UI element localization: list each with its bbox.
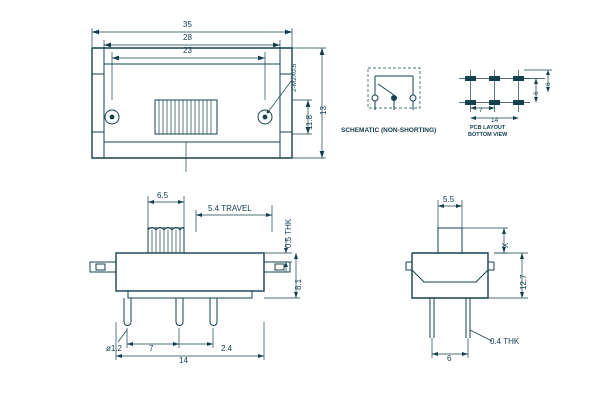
side-dim-6-5: 6.5 — [157, 191, 169, 200]
front-dim-x: X — [501, 242, 510, 248]
schematic-caption: SCHEMATIC (NON-SHORTING) — [341, 127, 437, 134]
side-dim-7: 7 — [149, 344, 154, 353]
dim-label-thread-m2: 2-M2X0.5 — [291, 63, 298, 92]
side-dim-8-1: 8.1 — [294, 278, 303, 290]
pcb-dim-14: 14 — [491, 117, 499, 124]
dim-label-35: 35 — [183, 20, 192, 29]
dim-label-13: 13 — [319, 106, 328, 115]
side-dim-14: 14 — [179, 356, 188, 365]
side-dim-dia-1-2: ø1.2 — [106, 344, 123, 353]
front-dim-0-4-thk: 0.4 THK — [490, 337, 520, 346]
dim-label-11-8: 11.8 — [305, 115, 314, 130]
dim-label-28: 28 — [183, 33, 192, 42]
side-dim-travel: 5.4 TRAVEL — [208, 204, 252, 213]
side-dim-0-5-thk: 0.5 THK — [284, 218, 293, 248]
front-dim-5-5: 5.5 — [443, 195, 455, 204]
pcb-dim-6-inner: 6 — [533, 91, 540, 95]
dim-label-23: 23 — [183, 46, 192, 55]
front-dim-6: 6 — [447, 354, 452, 363]
front-dim-12-7: 12.7 — [519, 274, 528, 290]
pcb-caption-line2: BOTTOM VIEW — [468, 132, 508, 138]
pcb-dim-7: 7 — [479, 107, 483, 114]
pcb-dim-6-outer: 6 — [545, 82, 552, 86]
pcb-caption-line1: PCB LAYOUT — [470, 125, 506, 131]
side-dim-2-4: 2.4 — [221, 344, 233, 353]
